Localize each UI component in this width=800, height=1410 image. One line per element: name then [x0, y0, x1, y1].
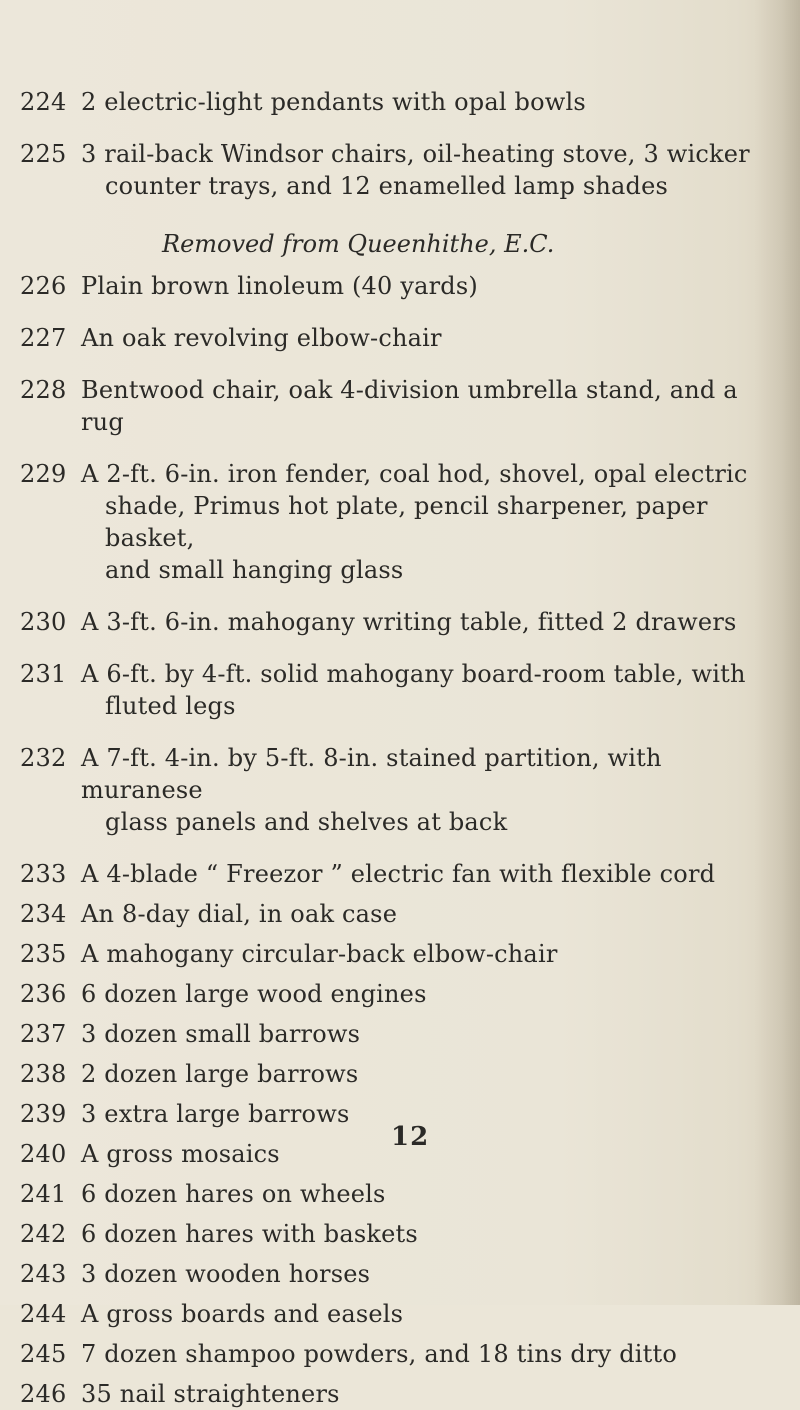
- lot-entry: [20, 138, 780, 202]
- lot-description-line: 3 rail-back Windsor chairs, oil-heating stove, 3 wicker: [81, 140, 750, 168]
- lot-description-line: Bentwood chair, oak 4-division umbrella stand, and a rug: [81, 376, 738, 436]
- lot-description-line: fluted legs: [105, 692, 236, 720]
- lot-description-line: A 3-ft. 6-in. mahogany writing table, fitted 2 drawers: [81, 608, 737, 636]
- lot-description: [81, 658, 780, 722]
- lot-description-line: shade, Primus hot plate, pencil sharpener, paper basket,: [105, 492, 708, 552]
- lot-description: [81, 606, 780, 638]
- lot-description: [81, 86, 780, 118]
- lot-description: [81, 138, 780, 202]
- lot-number: 227: [20, 324, 67, 352]
- lot-description-line: A gross boards and easels: [81, 1300, 404, 1328]
- lot-description-line: and small hanging glass: [105, 556, 404, 584]
- lot-description: [81, 1178, 780, 1210]
- lot-number: 226: [20, 272, 67, 300]
- lot-entry: [20, 270, 780, 302]
- lot-description-line: A 4-blade “ Freezor ” electric fan with flexible cord: [81, 860, 716, 888]
- section-heading: Removed from Queenhithe, E.C.: [162, 230, 555, 258]
- lot-number: 234: [20, 900, 67, 928]
- lot-entry: [20, 978, 780, 1010]
- lot-description: [81, 270, 780, 302]
- lot-entry: [20, 1218, 780, 1250]
- lot-entry: [20, 1298, 780, 1330]
- lot-number: 245: [20, 1340, 67, 1368]
- lot-description: [81, 458, 780, 586]
- lot-description: [81, 742, 780, 838]
- lot-entry: [20, 898, 780, 930]
- lot-number: 228: [20, 376, 67, 404]
- lot-description-line: 6 dozen hares with baskets: [81, 1220, 418, 1248]
- lot-number: 239: [20, 1100, 67, 1128]
- lot-description: [81, 898, 780, 930]
- lot-number: 237: [20, 1020, 67, 1048]
- lot-description: [81, 1298, 780, 1330]
- lot-description: [81, 1218, 780, 1250]
- lot-description-line: 6 dozen large wood engines: [81, 980, 427, 1008]
- lot-description-line: 2 dozen large barrows: [81, 1060, 359, 1088]
- lot-number: 230: [20, 608, 67, 636]
- lot-number: 235: [20, 940, 67, 968]
- lot-entry: [20, 858, 780, 890]
- lot-number: 246: [20, 1380, 67, 1408]
- lot-description: [81, 374, 780, 438]
- lot-entry: [20, 938, 780, 970]
- lot-description: [81, 1258, 780, 1290]
- lot-description: [81, 1018, 780, 1050]
- lot-description: [81, 1338, 780, 1370]
- lot-description-line: A 7-ft. 4-in. by 5-ft. 8-in. stained partition, with muranese: [81, 744, 662, 804]
- lot-number: 240: [20, 1140, 67, 1168]
- lot-number: 243: [20, 1260, 67, 1288]
- lot-number: 238: [20, 1060, 67, 1088]
- lot-entry: [20, 1258, 780, 1290]
- lot-description-line: glass panels and shelves at back: [105, 808, 508, 836]
- lot-description: [81, 1138, 780, 1170]
- lot-description-line: Plain brown linoleum (40 yards): [81, 272, 478, 300]
- lot-entry: [20, 1178, 780, 1210]
- lot-description: [81, 978, 780, 1010]
- lot-description-line: 3 dozen wooden horses: [81, 1260, 371, 1288]
- lot-entry: [20, 1338, 780, 1370]
- lot-number: 244: [20, 1300, 67, 1328]
- lot-description-line: 3 dozen small barrows: [81, 1020, 361, 1048]
- lot-description: [81, 1098, 780, 1130]
- lots-before-heading: [20, 86, 780, 202]
- page-number: 12: [391, 1122, 430, 1152]
- lot-description-line: counter trays, and 12 enamelled lamp shades: [105, 172, 669, 200]
- lot-entry: [20, 1058, 780, 1090]
- lot-entry: [20, 658, 780, 722]
- lot-description-line: A 6-ft. by 4-ft. solid mahogany board-room table, with: [81, 660, 746, 688]
- lot-description-line: A mahogany circular-back elbow-chair: [81, 940, 558, 968]
- lot-description-line: An oak revolving elbow-chair: [81, 324, 442, 352]
- lot-number: 232: [20, 744, 67, 772]
- lot-entry: [20, 458, 780, 586]
- lots-after-heading: [20, 270, 780, 1410]
- lot-description: [81, 1058, 780, 1090]
- lot-description-line: A 2-ft. 6-in. iron fender, coal hod, shovel, opal electric: [81, 460, 748, 488]
- lot-entry: [20, 374, 780, 438]
- lot-number: 233: [20, 860, 67, 888]
- lot-description: [81, 322, 780, 354]
- lot-entry: [20, 742, 780, 838]
- lot-number: 241: [20, 1180, 67, 1208]
- lot-description: [81, 858, 780, 890]
- lot-number: 225: [20, 140, 67, 168]
- lot-number: 231: [20, 660, 67, 688]
- lot-entry: [20, 322, 780, 354]
- lot-description-line: 6 dozen hares on wheels: [81, 1180, 386, 1208]
- lot-description-line: 2 electric-light pendants with opal bowls: [81, 88, 586, 116]
- lot-description-line: An 8-day dial, in oak case: [81, 900, 398, 928]
- lot-number: 229: [20, 460, 67, 488]
- lot-number: 242: [20, 1220, 67, 1248]
- lot-entry: [20, 1378, 780, 1410]
- lot-description-line: A gross mosaics: [81, 1140, 280, 1168]
- lot-list: [20, 86, 780, 1410]
- lot-description-line: 7 dozen shampoo powders, and 18 tins dry ditto: [81, 1340, 677, 1368]
- lot-entry: [20, 606, 780, 638]
- lot-description: [81, 938, 780, 970]
- lot-number: 224: [20, 88, 67, 116]
- lot-entry: [20, 1018, 780, 1050]
- lot-entry: [20, 86, 780, 118]
- lot-description-line: 3 extra large barrows: [81, 1100, 350, 1128]
- lot-description-line: 35 nail straighteners: [81, 1380, 340, 1408]
- lot-number: 236: [20, 980, 67, 1008]
- lot-description: [81, 1378, 780, 1410]
